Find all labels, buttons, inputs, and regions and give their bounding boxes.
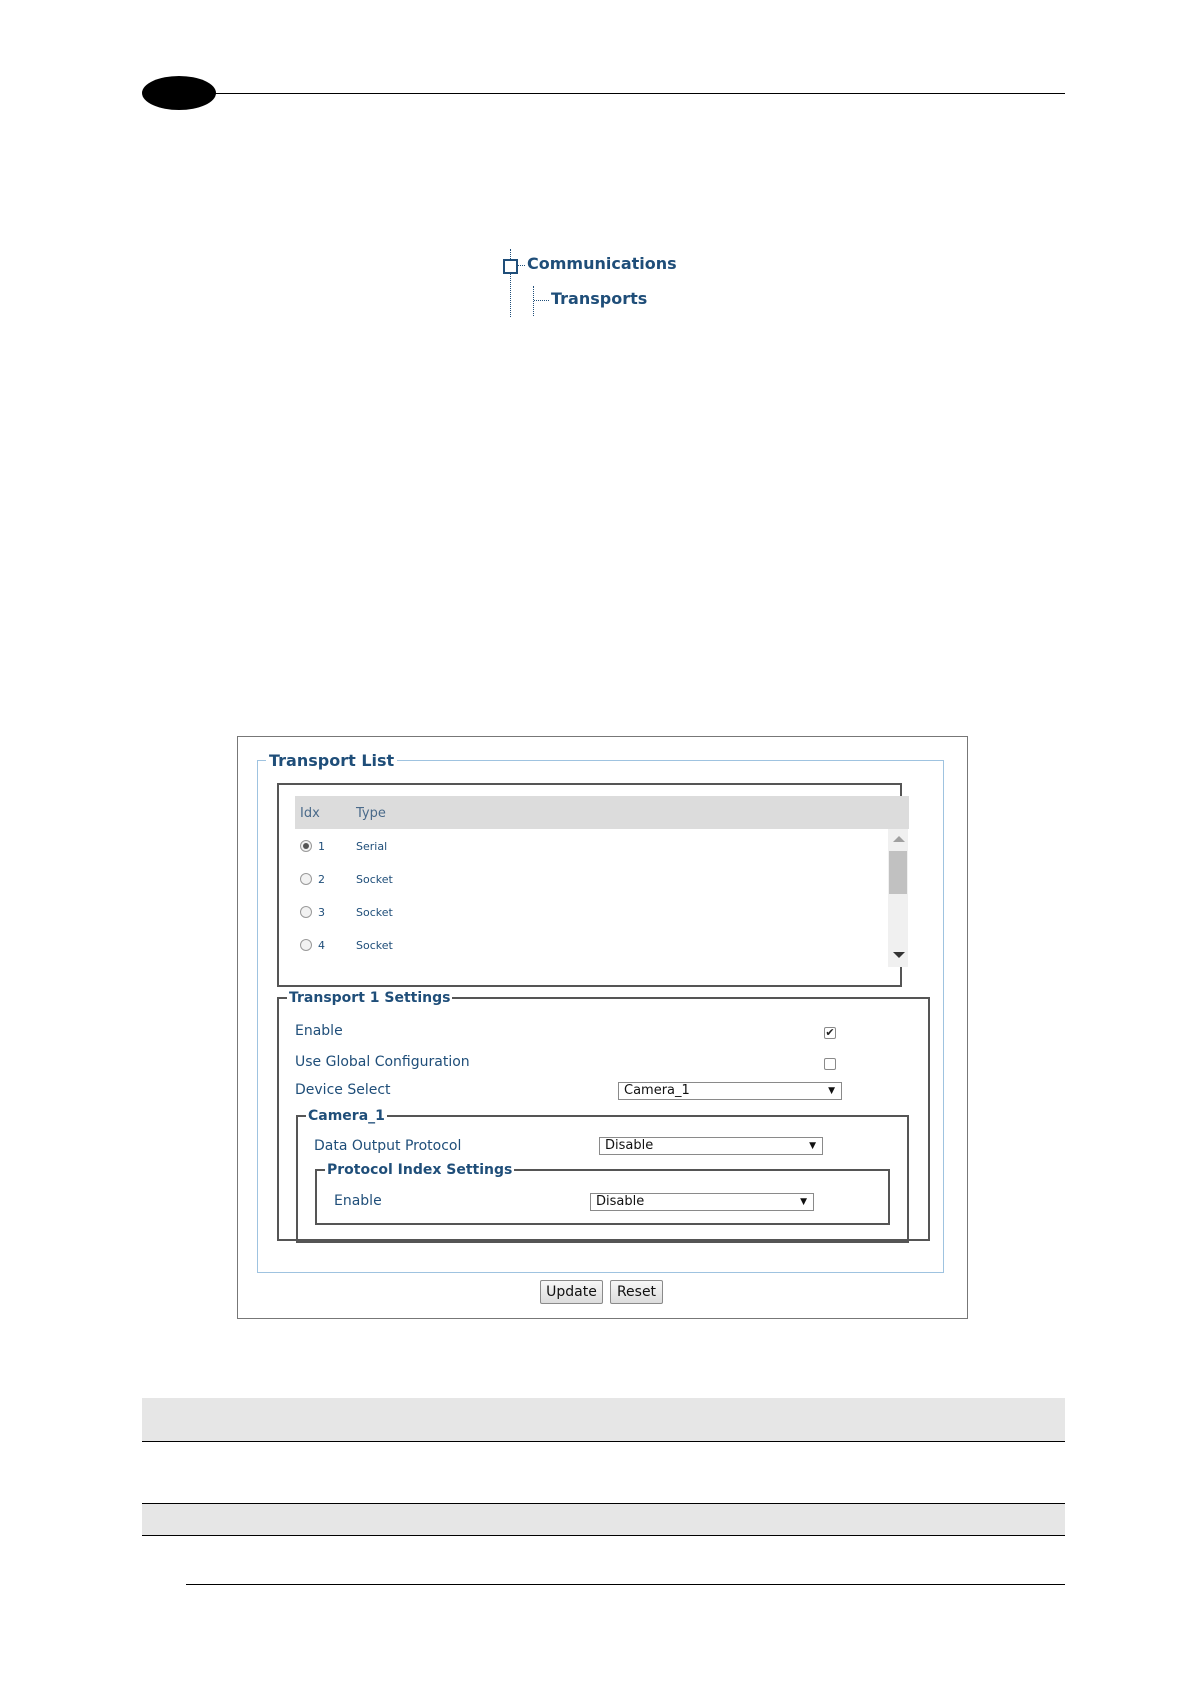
enable-checkbox[interactable]: ✔ <box>825 1026 835 1039</box>
row-idx: 3 <box>318 906 325 919</box>
tree-sub-branch <box>534 300 549 301</box>
table-rule <box>142 1535 1065 1536</box>
transport-radio-4[interactable] <box>300 939 312 951</box>
dropdown-arrow-icon: ▼ <box>809 1141 816 1151</box>
protocol-index-enable-label: Enable <box>334 1193 382 1209</box>
scroll-thumb[interactable] <box>889 851 907 894</box>
row-type: Socket <box>356 939 393 952</box>
protocol-select-value: Disable <box>605 1138 654 1153</box>
table-rule <box>142 1441 1065 1442</box>
footer-rule <box>186 1584 1065 1585</box>
column-header-idx: Idx <box>300 806 320 821</box>
scroll-up-icon[interactable] <box>893 836 905 842</box>
dropdown-arrow-icon: ▼ <box>800 1197 807 1207</box>
row-type: Serial <box>356 840 388 853</box>
table-rule <box>142 1503 1065 1504</box>
transport-radio-1[interactable] <box>300 840 312 852</box>
table-header-band <box>142 1398 1065 1441</box>
row-idx: 2 <box>318 873 325 886</box>
protocol-index-enable-select[interactable] <box>590 1193 814 1211</box>
list-scrollbar[interactable] <box>888 829 908 967</box>
enable-label: Enable <box>295 1023 343 1039</box>
data-output-protocol-select[interactable] <box>599 1137 823 1155</box>
device-select[interactable] <box>618 1082 842 1100</box>
global-config-checkbox[interactable] <box>824 1058 836 1070</box>
tree-sub-trunk <box>533 286 534 316</box>
row-type: Socket <box>356 873 393 886</box>
scroll-down-icon[interactable] <box>893 952 905 958</box>
device-select-value: Camera_1 <box>624 1083 690 1098</box>
transport-radio-3[interactable] <box>300 906 312 918</box>
chapter-badge <box>142 76 216 110</box>
update-button[interactable]: Update <box>540 1280 603 1304</box>
protocol-index-legend: Protocol Index Settings <box>327 1162 513 1178</box>
table-band-2 <box>142 1503 1065 1535</box>
transport-list-header <box>295 796 909 829</box>
tree-item-transports[interactable]: Transports <box>551 289 648 308</box>
camera-legend: Camera_1 <box>308 1108 385 1124</box>
row-idx: 1 <box>318 840 325 853</box>
header-rule <box>210 93 1065 94</box>
row-type: Socket <box>356 906 393 919</box>
global-config-label: Use Global Configuration <box>295 1054 470 1070</box>
transport-radio-2[interactable] <box>300 873 312 885</box>
dropdown-arrow-icon: ▼ <box>828 1086 835 1096</box>
tree-branch <box>518 265 525 266</box>
transport-list-legend: Transport List <box>269 751 395 770</box>
transport-settings-legend: Transport 1 Settings <box>289 990 451 1006</box>
device-select-label: Device Select <box>295 1082 391 1098</box>
reset-button[interactable]: Reset <box>610 1280 663 1304</box>
protocol-index-select-value: Disable <box>596 1194 645 1209</box>
tree-item-communications[interactable]: Communications <box>527 254 677 273</box>
column-header-type: Type <box>356 806 386 821</box>
tree-expander-icon[interactable] <box>503 259 518 274</box>
data-output-protocol-label: Data Output Protocol <box>314 1138 462 1154</box>
row-idx: 4 <box>318 939 325 952</box>
